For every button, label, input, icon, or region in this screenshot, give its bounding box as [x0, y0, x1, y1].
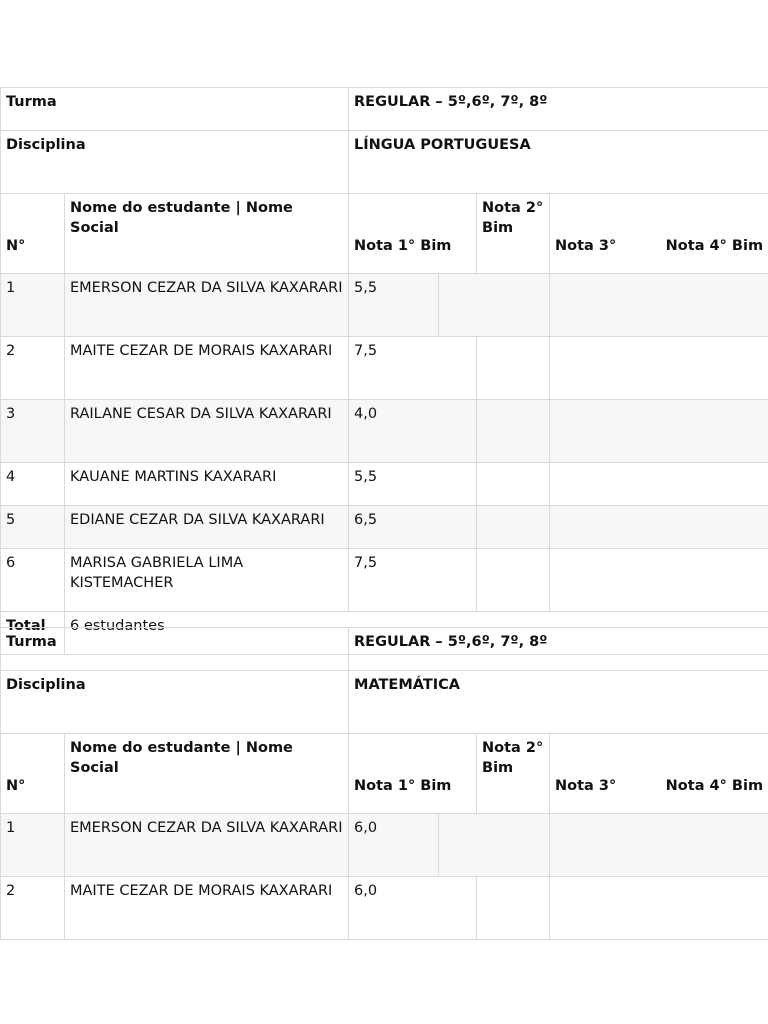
row-nota1: 5,5 [349, 274, 439, 337]
row-nota2 [439, 274, 550, 337]
row-nota2 [477, 400, 550, 463]
header-row [1, 194, 768, 274]
turma-value: REGULAR – 5º,6º, 7º, 8º [349, 88, 768, 131]
row-nome: RAILANE CESAR DA SILVA KAXARARI [65, 400, 349, 463]
header-nome: Nome do estudante | Nome Social [65, 194, 349, 274]
row-nota2 [477, 549, 550, 612]
table-row [1, 463, 768, 506]
row-nota34 [550, 877, 768, 940]
row-nota1: 5,5 [349, 463, 477, 506]
row-nota1: 7,5 [349, 549, 477, 612]
table-row [1, 337, 768, 400]
row-nota34 [550, 549, 768, 612]
table-row [1, 400, 768, 463]
row-nota2 [477, 506, 550, 549]
turma-row [1, 628, 768, 671]
header-nota34 [550, 194, 768, 274]
row-nota34 [550, 337, 768, 400]
row-nota34 [550, 274, 768, 337]
header-nota2: Nota 2° Bim [477, 734, 550, 814]
disciplina-value: MATEMÁTICA [349, 671, 768, 734]
disciplina-value: LÍNGUA PORTUGUESA [349, 131, 768, 194]
turma-row [1, 88, 768, 131]
row-nota2 [477, 463, 550, 506]
header-nota3: Nota 3° [555, 778, 617, 794]
turma-value: REGULAR – 5º,6º, 7º, 8º [349, 628, 768, 671]
header-nota4: Nota 4° Bim [665, 238, 764, 254]
header-nota2: Nota 2° Bim [477, 194, 550, 274]
row-nome: MAITE CEZAR DE MORAIS KAXARARI [65, 337, 349, 400]
table-row [1, 814, 768, 877]
header-nome: Nome do estudante | Nome Social [65, 734, 349, 814]
row-nome: EMERSON CEZAR DA SILVA KAXARARI [65, 274, 349, 337]
disciplina-row [1, 671, 768, 734]
table-row [1, 274, 768, 337]
table-row [1, 549, 768, 612]
disciplina-label: Disciplina [1, 671, 349, 734]
row-nome: KAUANE MARTINS KAXARARI [65, 463, 349, 506]
row-nota1: 6,5 [349, 506, 477, 549]
row-nome: MARISA GABRIELA LIMA KISTEMACHER [65, 549, 349, 612]
row-nota34 [550, 400, 768, 463]
row-nota1: 7,5 [349, 337, 477, 400]
header-nota34 [550, 734, 768, 814]
row-nota2 [477, 877, 550, 940]
row-num: 2 [1, 877, 65, 940]
header-num: N° [1, 194, 65, 274]
table-row [1, 877, 768, 940]
row-num: 2 [1, 337, 65, 400]
row-nota1: 6,0 [349, 814, 439, 877]
row-nome: EMERSON CEZAR DA SILVA KAXARARI [65, 814, 349, 877]
row-num: 4 [1, 463, 65, 506]
row-nota1: 4,0 [349, 400, 477, 463]
row-nota1: 6,0 [349, 877, 477, 940]
row-nome: EDIANE CEZAR DA SILVA KAXARARI [65, 506, 349, 549]
row-num: 3 [1, 400, 65, 463]
row-num: 1 [1, 814, 65, 877]
turma-label: Turma [1, 628, 349, 671]
row-nota34 [550, 814, 768, 877]
grade-table-portugues [0, 87, 768, 655]
header-nota1: Nota 1° Bim [349, 734, 477, 814]
table-row [1, 506, 768, 549]
header-num: N° [1, 734, 65, 814]
header-row [1, 734, 768, 814]
header-nota4: Nota 4° Bim [665, 778, 764, 794]
row-num: 6 [1, 549, 65, 612]
row-nota2 [439, 814, 550, 877]
total-value: 6 estudantes [65, 612, 768, 655]
header-nota3: Nota 3° [555, 238, 617, 254]
row-nome: MAITE CEZAR DE MORAIS KAXARARI [65, 877, 349, 940]
row-nota2 [477, 337, 550, 400]
turma-label: Turma [1, 88, 349, 131]
disciplina-row [1, 131, 768, 194]
row-num: 1 [1, 274, 65, 337]
total-label: Total [1, 612, 65, 655]
row-nota34 [550, 463, 768, 506]
disciplina-label: Disciplina [1, 131, 349, 194]
header-nota1: Nota 1° Bim [349, 194, 477, 274]
row-num: 5 [1, 506, 65, 549]
row-nota34 [550, 506, 768, 549]
grade-table-matematica [0, 627, 768, 940]
